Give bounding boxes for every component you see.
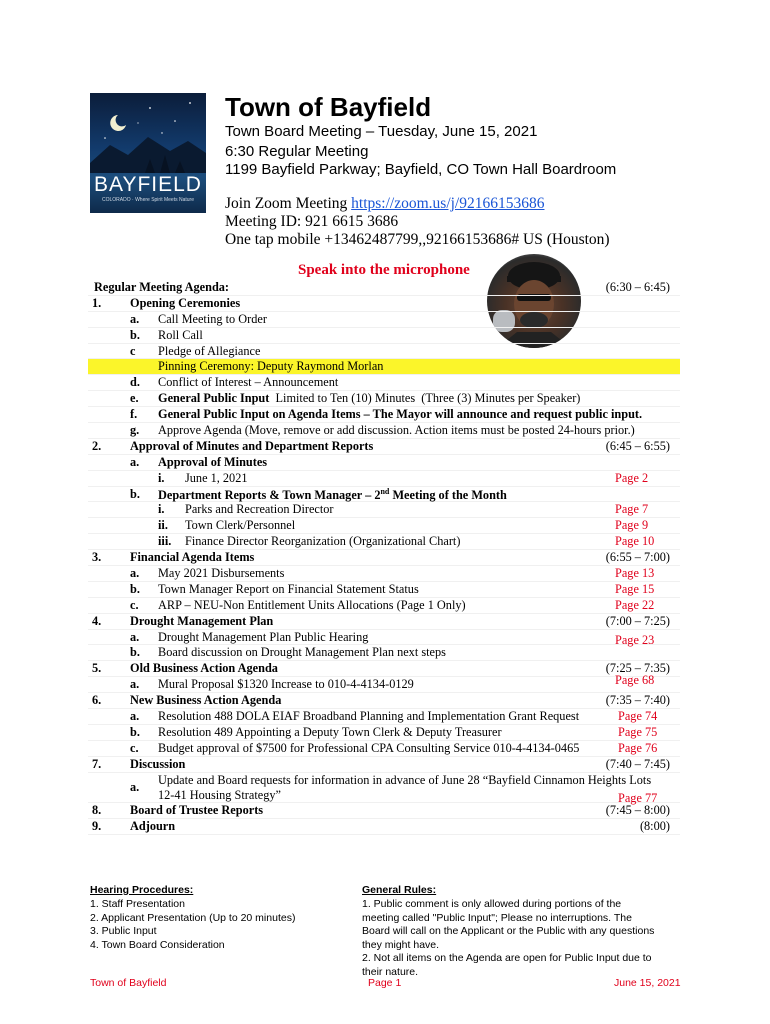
subitem-text: Approve Agenda (Move, remove or add discussion. Action items must be posted 24-hours prior.)	[158, 423, 635, 438]
item-title: Drought Management Plan	[130, 613, 274, 628]
page-ref: Page 2	[615, 470, 649, 485]
general-rules-text	[362, 898, 682, 980]
subitem-letter: a.	[130, 779, 140, 794]
subitem-letter: c.	[130, 740, 139, 755]
subitem-letter: a.	[130, 311, 140, 326]
page-ref: Page 10	[615, 534, 655, 549]
agenda-subitem	[88, 630, 680, 646]
subitem-bold-text: General Public Input	[158, 391, 270, 406]
agenda-subitem	[88, 566, 680, 582]
subitem-letter: c	[130, 343, 136, 358]
agenda-subitem	[88, 741, 680, 757]
item-time: (6:55 – 7:00)	[605, 550, 670, 565]
page-ref: Page 68	[615, 673, 655, 688]
rules-line: their nature.	[362, 965, 419, 978]
agenda-subitem	[88, 673, 680, 693]
roman-numeral: i.	[158, 502, 165, 517]
subitem-letter: b.	[130, 724, 140, 739]
agenda-item	[88, 803, 680, 819]
page-ref: Page 22	[615, 597, 655, 612]
subitem-text: Drought Management Plan Public Hearing	[158, 629, 369, 644]
general-rules-title: General Rules:	[362, 884, 437, 896]
subitem-text: ARP – NEU-Non Entitlement Units Allocations (Page 1 Only)	[158, 597, 466, 612]
roman-numeral: i.	[158, 470, 165, 485]
agenda-item	[88, 693, 680, 709]
zoom-join-line	[225, 195, 544, 213]
page-ref: Page 76	[618, 740, 658, 755]
agenda-subitem	[88, 375, 680, 391]
subitem-text: General Public Input on Agenda Items – The Mayor will announce and request public input.	[158, 407, 643, 422]
one-tap-mobile: One tap mobile +13462487799,,92166153686# US (Houston)	[225, 231, 610, 248]
subitem-letter: f.	[130, 407, 138, 422]
subitem-text-part: Department Reports & Town Manager – 2	[158, 487, 381, 502]
agenda-subitem	[88, 645, 680, 661]
page-ref: Page 77	[618, 790, 658, 805]
subitem-detail: Limited to Ten (10) Minutes (Three (3) Minutes per Speaker)	[269, 391, 581, 406]
agenda-subitem	[88, 709, 680, 725]
subitem-letter: a.	[130, 677, 140, 692]
bayfield-logo	[90, 93, 206, 213]
item-title: New Business Action Agenda	[130, 693, 282, 708]
zoom-link[interactable]: https://zoom.us/j/92166153686	[351, 195, 545, 212]
hearing-step: 4. Town Board Consideration	[90, 938, 225, 951]
meeting-location: 1199 Bayfield Parkway; Bayfield, CO Town Hall Boardroom	[225, 161, 617, 178]
subitem-text: Parks and Recreation Director	[185, 502, 334, 517]
subitem-text: Conflict of Interest – Announcement	[158, 375, 339, 390]
agenda-subitem	[88, 344, 680, 360]
subitem-letter: b.	[130, 486, 140, 501]
rules-line: meeting called "Public Input"; Please no interruptions. The	[362, 911, 632, 924]
page-ref: Page 74	[618, 709, 658, 724]
logo-tagline: COLORADO · Where Spirit Meets Nature	[102, 197, 194, 203]
agenda-item	[88, 439, 680, 455]
agenda-subitem	[88, 455, 680, 471]
rules-line: Board will call on the Applicant or the Public with any questions	[362, 925, 655, 938]
item-title: Approval of Minutes and Department Reports	[130, 438, 374, 453]
subitem-text: Mural Proposal $1320 Increase to 010-4-4134-0129	[158, 677, 414, 692]
agenda-item	[88, 819, 680, 835]
agenda-item	[88, 614, 680, 630]
subitem-letter: b.	[130, 327, 140, 342]
agenda-subitem	[88, 487, 680, 503]
item-number: 3.	[92, 550, 102, 565]
hearing-procedures-title: Hearing Procedures:	[90, 884, 194, 896]
page-ref: Page 75	[618, 724, 658, 739]
subitem-text: Pinning Ceremony: Deputy Raymond Morlan	[158, 359, 384, 374]
item-number: 1.	[92, 295, 102, 310]
rules-line: 2. Not all items on the Agenda are open for Public Input due to	[362, 952, 652, 965]
subitem-text: Approval of Minutes	[158, 454, 268, 469]
speak-notice: Speak into the microphone	[298, 262, 470, 278]
subitem-letter: e.	[130, 391, 139, 406]
item-number: 8.	[92, 803, 102, 818]
subitem-text: 12-41 Housing Strategy”	[158, 787, 281, 802]
subitem-letter: b.	[130, 645, 140, 660]
rules-line: 1. Public comment is only allowed during portions of the	[362, 898, 622, 910]
agenda-subsubitem	[88, 471, 680, 487]
item-title: Discussion	[130, 756, 186, 771]
page-ref: Page 23	[615, 632, 655, 647]
agenda-subitem	[88, 725, 680, 741]
item-number: 2.	[92, 438, 102, 453]
subitem-text: June 1, 2021	[185, 470, 248, 485]
agenda-subsubitem	[88, 502, 680, 518]
agenda-subitem	[88, 423, 680, 439]
agenda-subsubitem	[88, 518, 680, 534]
subitem-text: Budget approval of $7500 for Professional CPA Consulting Service 010-4-4134-0465	[158, 740, 580, 755]
subitem-text-part: Meeting of the Month	[389, 487, 507, 502]
subitem-text: May 2021 Disbursements	[158, 566, 285, 581]
item-time: (8:00)	[639, 819, 670, 834]
item-time: (7:40 – 7:45)	[605, 756, 670, 771]
item-time: (6:45 – 6:55)	[605, 438, 670, 453]
footer-page-number: Page 1	[368, 977, 402, 989]
meeting-agenda	[88, 280, 680, 835]
page-ref: Page 15	[615, 581, 655, 596]
hearing-step: 3. Public Input	[90, 925, 157, 938]
agenda-time: (6:30 – 6:45)	[605, 280, 670, 294]
subitem-text: Roll Call	[158, 327, 203, 342]
item-number: 5.	[92, 661, 102, 676]
hearing-procedures-list	[90, 898, 295, 952]
subitem-text: Update and Board requests for information in advance of June 28 “Bayfield Cinnamon Heights Lots	[158, 772, 652, 787]
agenda-subitem	[88, 598, 680, 614]
agenda-heading: Regular Meeting Agenda:	[94, 280, 230, 294]
meeting-time: 6:30 Regular Meeting	[225, 143, 369, 160]
subitem-letter: a.	[130, 454, 140, 469]
agenda-subitem	[88, 391, 680, 407]
subitem-text: Board discussion on Drought Management Plan next steps	[158, 645, 446, 660]
highlighted-agenda-item	[88, 359, 680, 375]
subitem-text	[158, 391, 580, 406]
subitem-text	[158, 487, 507, 503]
subitem-letter: d.	[130, 375, 140, 390]
subitem-text: Resolution 489 Appointing a Deputy Town Clerk & Deputy Treasurer	[158, 724, 502, 739]
hearing-step: 2. Applicant Presentation (Up to 20 minutes)	[90, 911, 296, 924]
ordinal-suffix: nd	[380, 486, 390, 496]
page-ref: Page 7	[615, 502, 649, 517]
agenda-subitem	[88, 312, 680, 328]
subitem-text: Town Manager Report on Financial Statement Status	[158, 581, 419, 596]
agenda-subitem	[88, 407, 680, 423]
agenda-heading-row	[88, 280, 680, 296]
footer-date: June 15, 2021	[614, 977, 681, 989]
item-title: Old Business Action Agenda	[130, 661, 278, 676]
agenda-item	[88, 550, 680, 566]
meeting-id: Meeting ID: 921 6615 3686	[225, 213, 399, 230]
subitem-text: Finance Director Reorganization (Organizational Chart)	[185, 534, 461, 549]
agenda-subitem	[88, 582, 680, 598]
item-title: Board of Trustee Reports	[130, 803, 264, 818]
item-number: 9.	[92, 819, 102, 834]
subitem-letter: g.	[130, 423, 140, 438]
page-ref: Page 13	[615, 566, 655, 581]
item-time: (7:00 – 7:25)	[605, 613, 670, 628]
subitem-letter: a.	[130, 566, 140, 581]
agenda-item	[88, 296, 680, 312]
item-time: (7:25 – 7:35)	[605, 661, 670, 676]
logo-wordmark: BAYFIELD	[94, 173, 202, 196]
item-number: 4.	[92, 613, 102, 628]
subitem-letter: a.	[130, 709, 140, 724]
agenda-subitem	[88, 328, 680, 344]
hearing-step: 1. Staff Presentation	[90, 898, 185, 910]
footer-town-name: Town of Bayfield	[90, 977, 167, 989]
item-time: (7:45 – 8:00)	[605, 803, 670, 818]
rules-line: they might have.	[362, 938, 440, 951]
agenda-subitem	[88, 773, 680, 804]
subitem-letter: c.	[130, 597, 139, 612]
subitem-letter: a.	[130, 629, 140, 644]
zoom-join-label: Join Zoom Meeting	[225, 195, 352, 212]
subitem-text: Call Meeting to Order	[158, 311, 267, 326]
subitem-text: Pledge of Allegiance	[158, 343, 261, 358]
page-title: Town of Bayfield	[225, 92, 432, 122]
item-title: Opening Ceremonies	[130, 295, 241, 310]
item-title: Financial Agenda Items	[130, 550, 255, 565]
page-ref: Page 9	[615, 518, 649, 533]
agenda-item	[88, 661, 680, 677]
roman-numeral: iii.	[158, 534, 172, 549]
item-title: Adjourn	[130, 819, 176, 834]
item-number: 6.	[92, 693, 102, 708]
agenda-item	[88, 757, 680, 773]
subitem-text: Town Clerk/Personnel	[185, 518, 296, 533]
subitem-text: Resolution 488 DOLA EIAF Broadband Planning and Implementation Grant Request	[158, 709, 580, 724]
subitem-letter: b.	[130, 581, 140, 596]
item-time: (7:35 – 7:40)	[605, 693, 670, 708]
meeting-line: Town Board Meeting – Tuesday, June 15, 2021	[225, 123, 538, 140]
agenda-subsubitem	[88, 534, 680, 550]
item-number: 7.	[92, 756, 102, 771]
roman-numeral: ii.	[158, 518, 168, 533]
